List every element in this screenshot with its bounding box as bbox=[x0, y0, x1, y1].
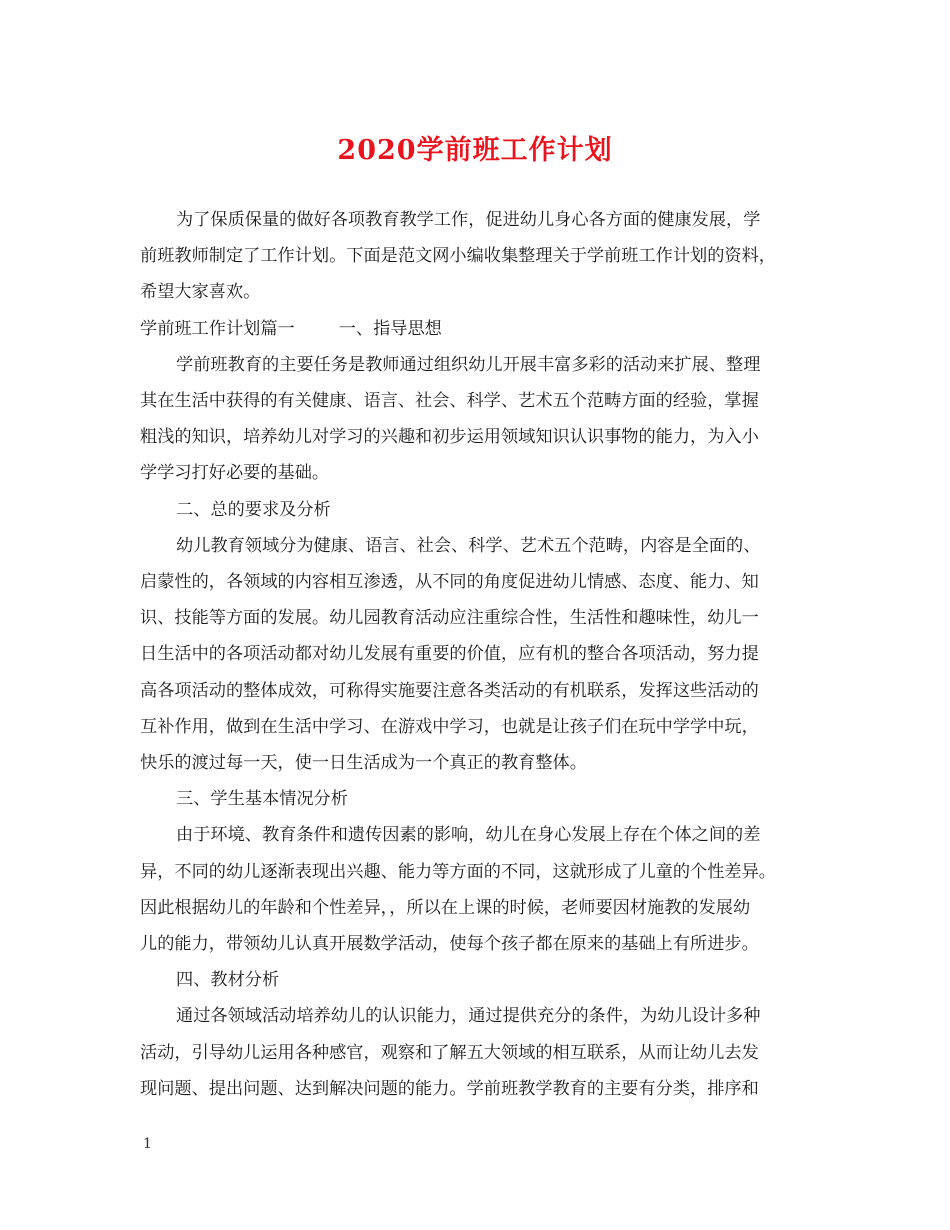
section-heading-2: 二、总的要求及分析 bbox=[176, 499, 331, 520]
chapter-label: 学前班工作计划篇一 bbox=[140, 318, 295, 339]
paragraph-line: 其在生活中获得的有关健康、语言、社会、科学、艺术五个范畴方面的经验，掌握 bbox=[140, 391, 759, 412]
paragraph-line: 通过各领域活动培养幼儿的认识能力，通过提供充分的条件，为幼儿设计多种 bbox=[176, 1006, 761, 1027]
paragraph-line: 启蒙性的，各领域的内容相互渗透，从不同的角度促进幼儿情感、态度、能力、知 bbox=[140, 572, 759, 593]
paragraph-line: 互补作用，做到在生活中学习、在游戏中学习，也就是让孩子们在玩中学学中玩， bbox=[140, 716, 759, 737]
paragraph-line: 高各项活动的整体成效，可称得实施要注意各类活动的有机联系，发挥这些活动的 bbox=[140, 680, 759, 701]
paragraph-line: 幼儿教育领域分为健康、语言、社会、科学、艺术五个范畴，内容是全面的、 bbox=[176, 535, 761, 556]
paragraph-line: 识、技能等方面的发展。幼儿园教育活动应注重综合性，生活性和趣味性，幼儿一 bbox=[140, 608, 759, 629]
section-heading-4: 四、教材分析 bbox=[176, 970, 280, 991]
paragraph-line: 由于环境、教育条件和遗传因素的影响，幼儿在身心发展上存在个体之间的差 bbox=[176, 825, 761, 846]
paragraph-line: 学前班教育的主要任务是教师通过组织幼儿开展丰富多彩的活动来扩展、整理 bbox=[176, 354, 761, 375]
paragraph-line: 快乐的渡过每一天，使一日生活成为一个真正的教育整体。 bbox=[140, 753, 587, 774]
paragraph-line: 异，不同的幼儿逐渐表现出兴趣、能力等方面的不同，这就形成了儿童的个性差异。 bbox=[140, 861, 776, 882]
paragraph-line: 因此根据幼儿的年龄和个性差异，，所以在上课的时候，老师要因材施教的发展幼 bbox=[140, 897, 751, 918]
intro-line: 为了保质保量的做好各项教育教学工作，促进幼儿身心各方面的健康发展，学 bbox=[176, 210, 761, 230]
section-heading-3: 三、学生基本情况分析 bbox=[176, 789, 348, 810]
paragraph-line: 活动，引导幼儿运用各种感官，观察和了解五大领域的相互联系，从而让幼儿去发 bbox=[140, 1042, 759, 1063]
paragraph-line: 粗浅的知识，培养幼儿对学习的兴趣和初步运用领域知识认识事物的能力，为入小 bbox=[140, 427, 759, 448]
paragraph-line: 学学习打好必要的基础。 bbox=[140, 463, 330, 484]
section-heading-1: 一、指导思想 bbox=[338, 318, 442, 339]
document-title: 2020学前班工作计划 bbox=[337, 135, 613, 166]
document-body bbox=[140, 202, 820, 1107]
paragraph-line: 现问题、提出问题、达到解决问题的能力。学前班教学教育的主要有分类，排序和 bbox=[140, 1078, 759, 1099]
intro-line: 前班教师制定了工作计划。下面是范文网小编收集整理关于学前班工作计划的资料， bbox=[140, 246, 776, 267]
paragraph-line: 日生活中的各项活动都对幼儿发展有重要的价值，应有机的整合各项活动，努力提 bbox=[140, 644, 759, 665]
page-number: 1 bbox=[143, 1136, 152, 1152]
paragraph-line: 儿的能力，带领幼儿认真开展数学活动，使每个孩子都在原来的基础上有所进步。 bbox=[140, 934, 759, 955]
intro-line: 希望大家喜欢。 bbox=[140, 282, 261, 303]
chapter-heading-row bbox=[140, 311, 820, 347]
